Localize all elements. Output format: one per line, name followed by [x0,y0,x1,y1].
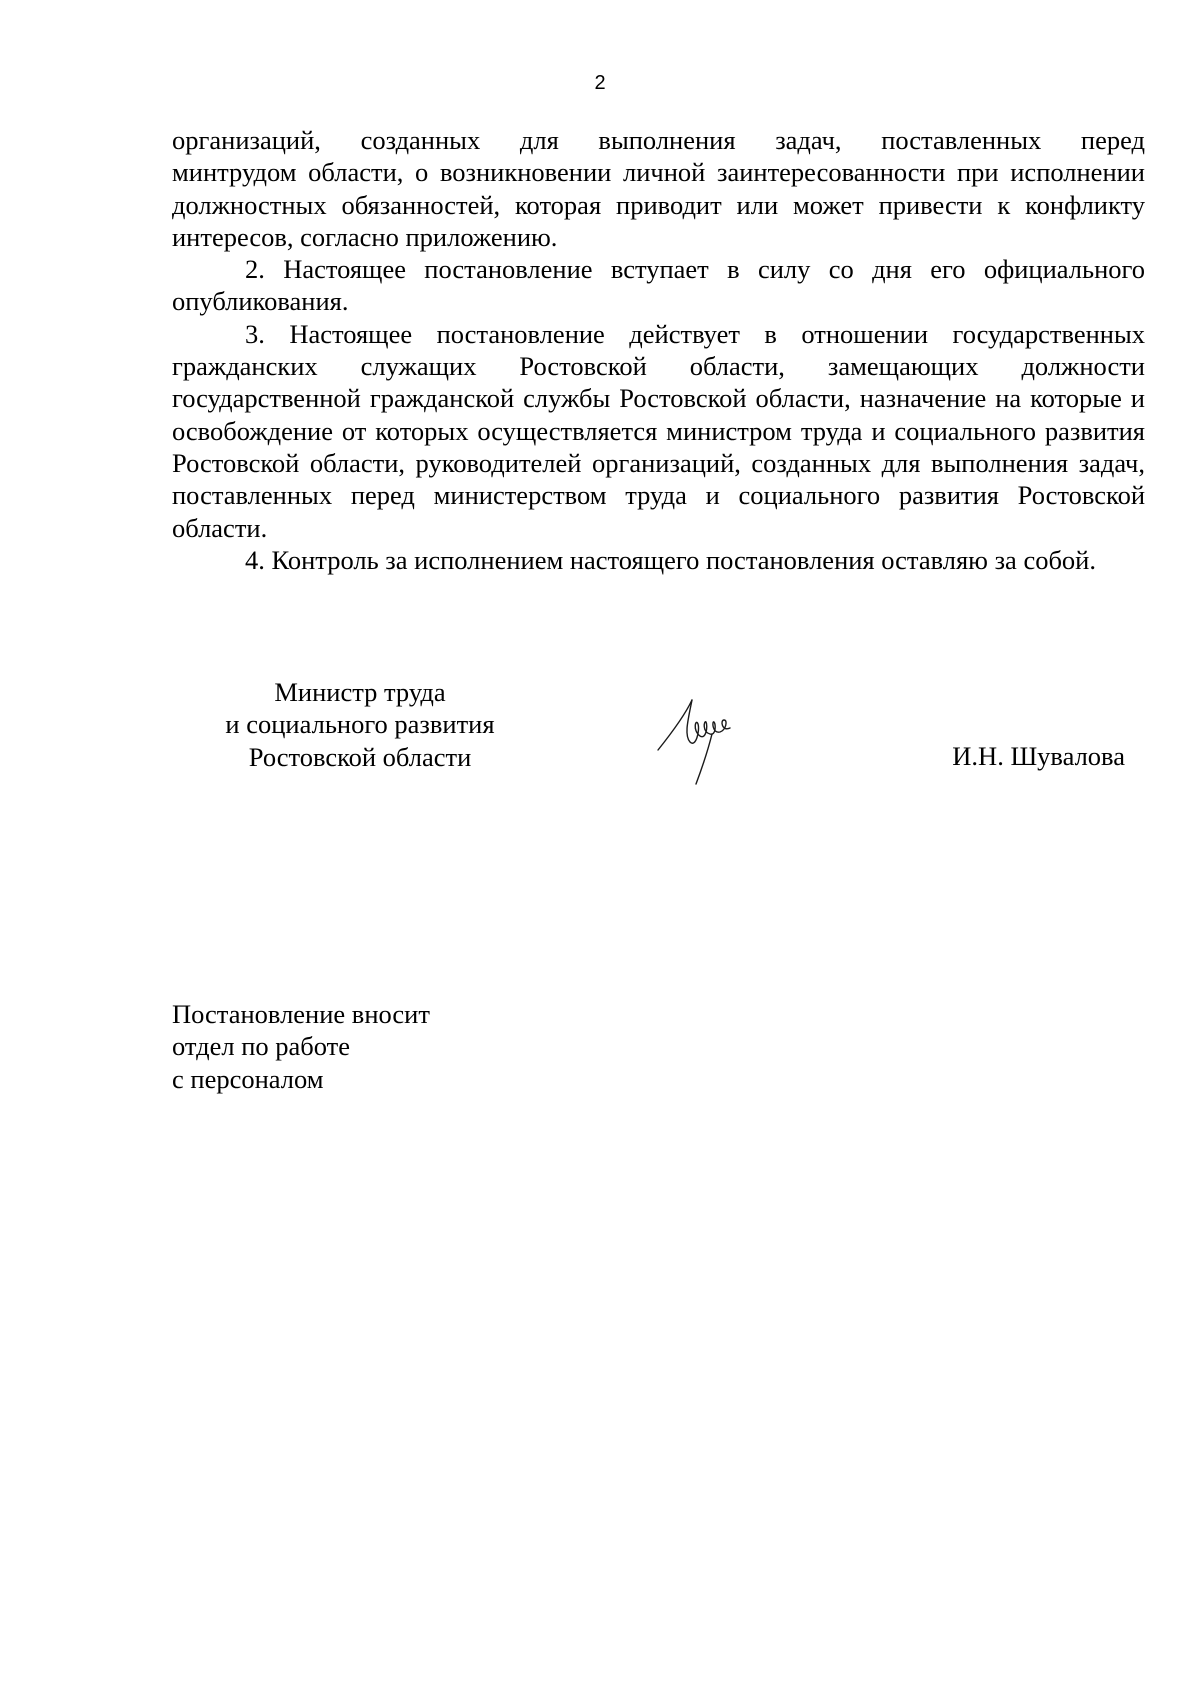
paragraph-1-rest: минтрудом области, о возникновении личной заинтересованности при исполнении должностных обязанностей, которая приводит или может привести к конфликту интересов, согласно приложению. [172,157,1145,252]
paragraph-4: 4. Контроль за исполнением настоящего постановления оставляю за собой. [245,544,1096,575]
word-tasks-phrase: для выполнения задач, поставленных перед [519,125,1146,155]
submitted-by-line-1: Постановление вносит [172,999,430,1029]
signatory-name: И.Н. Шувалова [952,741,1125,771]
submitted-by-line-2: отдел по работе [172,1031,351,1062]
submitted-by-note [172,998,430,1095]
handwritten-signature [650,690,750,790]
signatory-title [200,676,520,773]
submitted-by-line-3: с персоналом [172,1063,324,1094]
document-body [172,124,1145,576]
signatory-title-line-3: Ростовской области [248,741,472,772]
signatory-title-line-1: Министр труда [274,677,446,707]
paragraph-1-first-line [172,124,1145,156]
paragraph-1 [172,124,1145,253]
paragraph-3: 3. Настоящее постановление действует в отношении государственных гражданских служащих Ростовской области, замещающих должности государственной гражданской службы Ростовской области, назначение на которые и освобождение от которых осуществляется министром труда и социального развития Ростовской области, руководителей организаций, созданных для выполнения задач, поставленных перед министерством труда и социального развития Ростовской области. [172,318,1145,543]
paragraph-2: 2. Настоящее постановление вступает в силу со дня его официального опубликования. [172,254,1145,317]
page-number: 2 [594,72,606,94]
word-created: созданных [360,125,481,155]
signatory-title-line-2: и социального развития [225,709,495,740]
word-organizations: организаций, [172,125,321,155]
